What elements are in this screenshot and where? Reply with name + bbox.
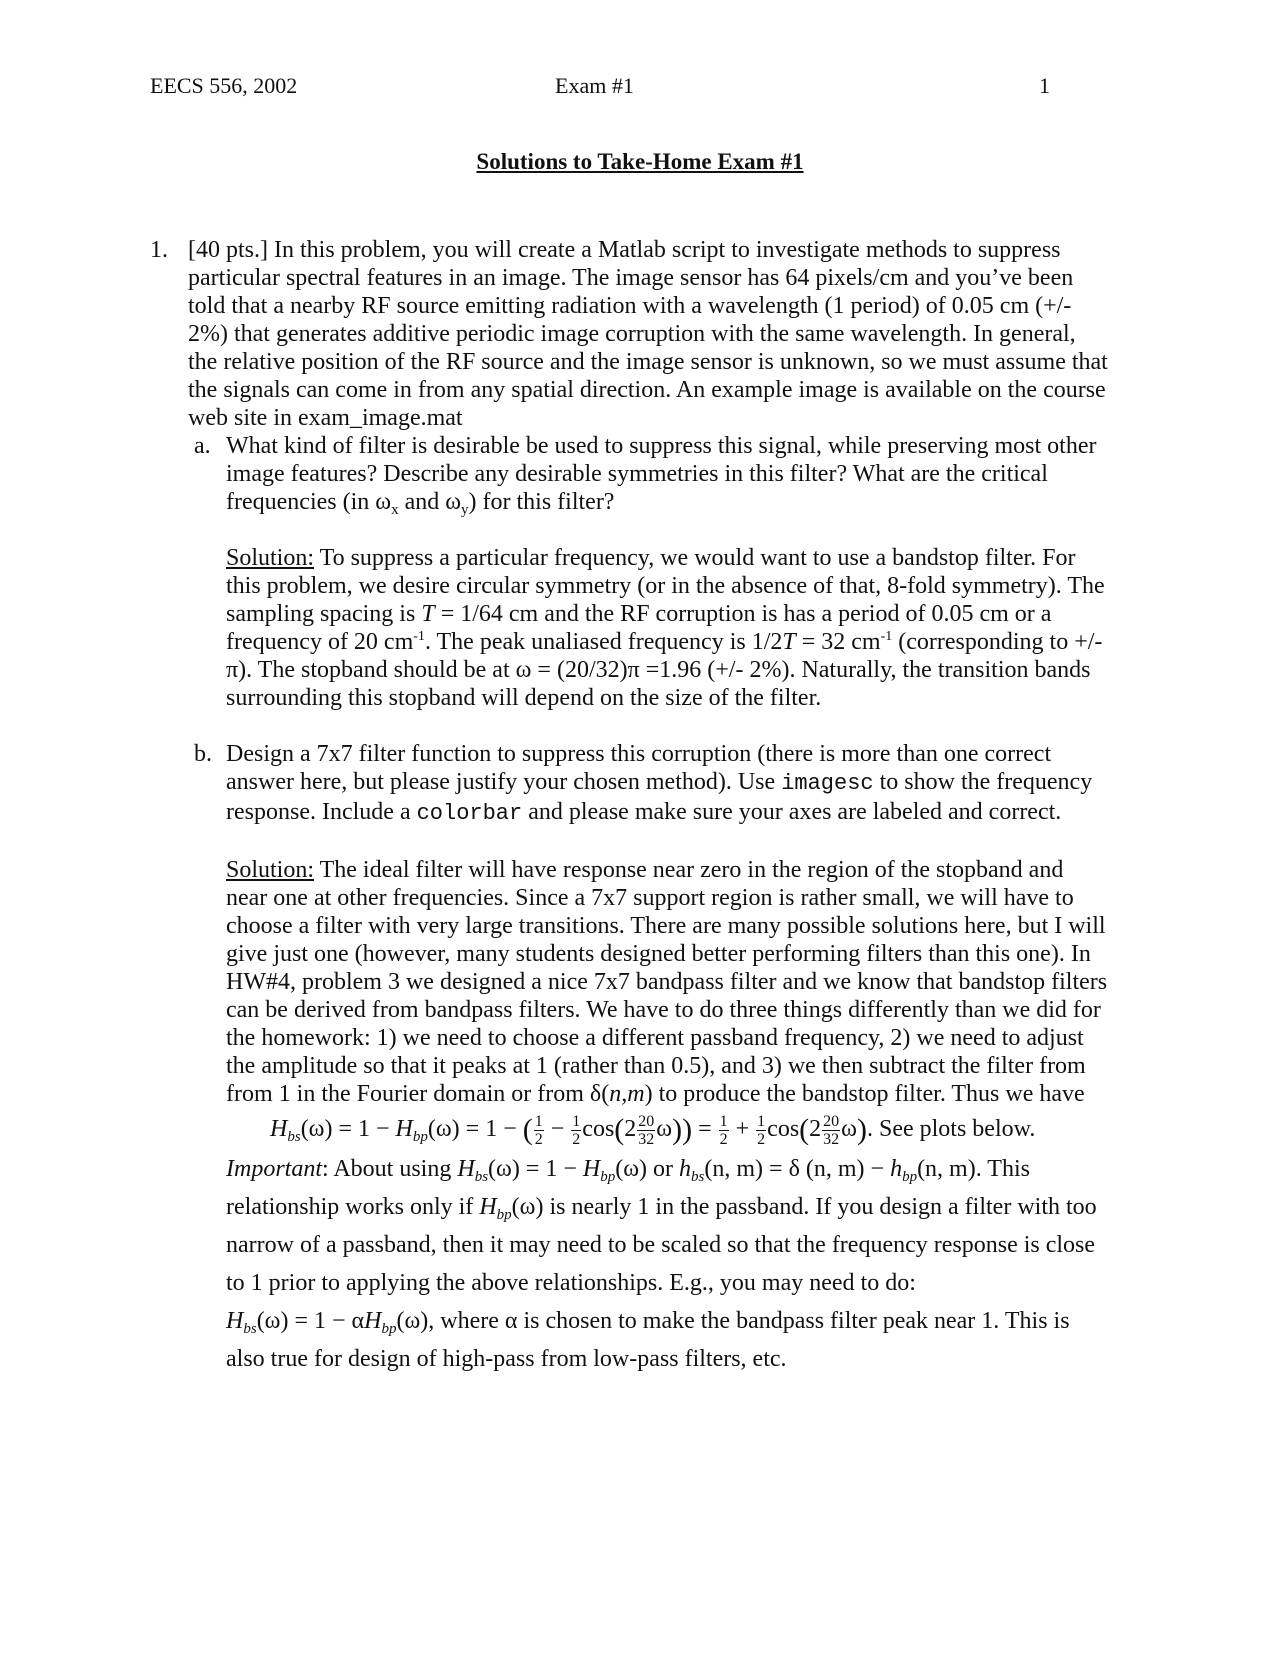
part-a <box>188 432 1110 712</box>
spacer <box>226 828 1110 856</box>
bandstop-equation: $H_{bs}(\omega) = 1 - H_{bp}(\omega) = 1$ − ( $\frac{1}{2}$ − $\frac{1}{2}$ cos(2 $\frac{20}{32}$ ω)) = $\frac{1}{2}$ + $\frac{1}{2}$ cos(2 $\frac{20}{32}$ ω). See plots below. <box>270 1112 1036 1148</box>
code-colorbar: colorbar <box>416 801 523 826</box>
part-b-solution: Solution: The ideal filter will have response near zero in the region of the stopband and near one at other frequencies. Since a 7x7 support region is rather small, we will have to choose a filter with very large transitions. There are many possible solutions here, but I will give just one (however, many students designed better performing filters than this one). In HW#4, problem 3 we designed a nice 7x7 bandpass filter and we know that bandstop filters can be derived from bandpass filters. We have to do three things differently than we did for the homework: 1) we need to choose a different passband frequency, 2) we need to adjust the amplitude so that it peaks at 1 (rather than 0.5), and 3) we then subtract the filter from from 1 in the Fourier domain or from δ(n,m) to produce the bandstop filter. Thus we have <box>226 857 1108 1107</box>
part-b <box>188 740 1110 1378</box>
part-b-question: Design a 7x7 filter function to suppress this corruption (there is more than one correct answer here, but please justify your chosen method). Use imagesc to show the frequency response. Include a colorbar and please make sure your axes are labeled and correct. <box>226 741 1093 826</box>
spacer <box>226 516 1110 544</box>
part-a-solution: Solution: To suppress a particular frequency, we would want to use a bandstop filter. For this problem, we desire circular symmetry (or in the absence of that, 8-fold symmetry). The sampling spacing is T = 1/64 cm and the RF corruption is has a period of 0.05 cm or a frequency of 20 $cm^{-1}$. The peak unaliased frequency is 1/2T = 32 $cm^{-1}$ (corresponding to +/- π). The stopband should be at ω = (20/32)π =1.96 (+/- 2%). Naturally, the transition bands surrounding this stopband will depend on the size of the filter. <box>226 545 1105 711</box>
solution-label: Solution: <box>226 857 315 883</box>
part-a-letter: a. <box>194 433 211 459</box>
see-plots-note: See plots below. <box>878 1116 1036 1142</box>
document-body <box>150 236 1110 1378</box>
problem-1 <box>150 236 1110 1378</box>
solution-label: Solution: <box>226 545 315 571</box>
exam-label: Exam #1 <box>555 73 634 98</box>
problem-intro: [40 pts.] In this problem, you will create a Matlab script to investigate methods to suppress particular spectral features in an image. The image sensor has 64 pixels/cm and you’ve been told that a nearby RF source emitting radiation with a wavelength (1 period) of 0.05 cm (+/- 2%) that generates additive periodic image corruption with the same wavelength. In general, the relative position of the RF source and the image sensor is unknown, so we must assume that the signals can come in from any spatial direction. An example image is available on the course web site in exam_image.mat <box>188 237 1108 431</box>
page-header <box>150 72 1050 102</box>
spacer <box>188 712 1110 740</box>
part-b-letter: b. <box>194 741 212 767</box>
problem-number: 1. <box>150 237 168 263</box>
page-number: 1 <box>1039 73 1050 98</box>
code-imagesc: imagesc <box>781 771 874 796</box>
course-label: EECS 556, 2002 <box>150 73 298 98</box>
important-note: Important: About using $H_{bs}(\omega) = 1 - H_{bp}(\omega)$ or $h_{bs}(n$, m) = δ (n, $m) - h_{bp}(n$, m). This relationship works only if $H_{bp}(\omega)$ is nearly 1 in the passband. If you design a filter with too narrow of a passband, then it may need to be scaled so that the frequency response is close to 1 prior to applying the above relationships. E.g., you may need to do: <box>226 1156 1097 1296</box>
page-title: Solutions to Take-Home Exam #1 <box>476 149 804 174</box>
final-note: $H_{bs}(\omega) = 1 - \alpha H_{bp}(\omega)$, where α is chosen to make the bandpass filter peak near 1. This is also true for design of high-pass from low-pass filters, etc. <box>226 1308 1070 1372</box>
part-a-question: What kind of filter is desirable be used to suppress this signal, while preserving most other image features? Describe any desirable symmetries in this filter? What are the critical frequencies (in $\omega_x$ and $\omega_y$) for this filter? <box>226 433 1097 518</box>
important-label: Important <box>226 1156 322 1182</box>
